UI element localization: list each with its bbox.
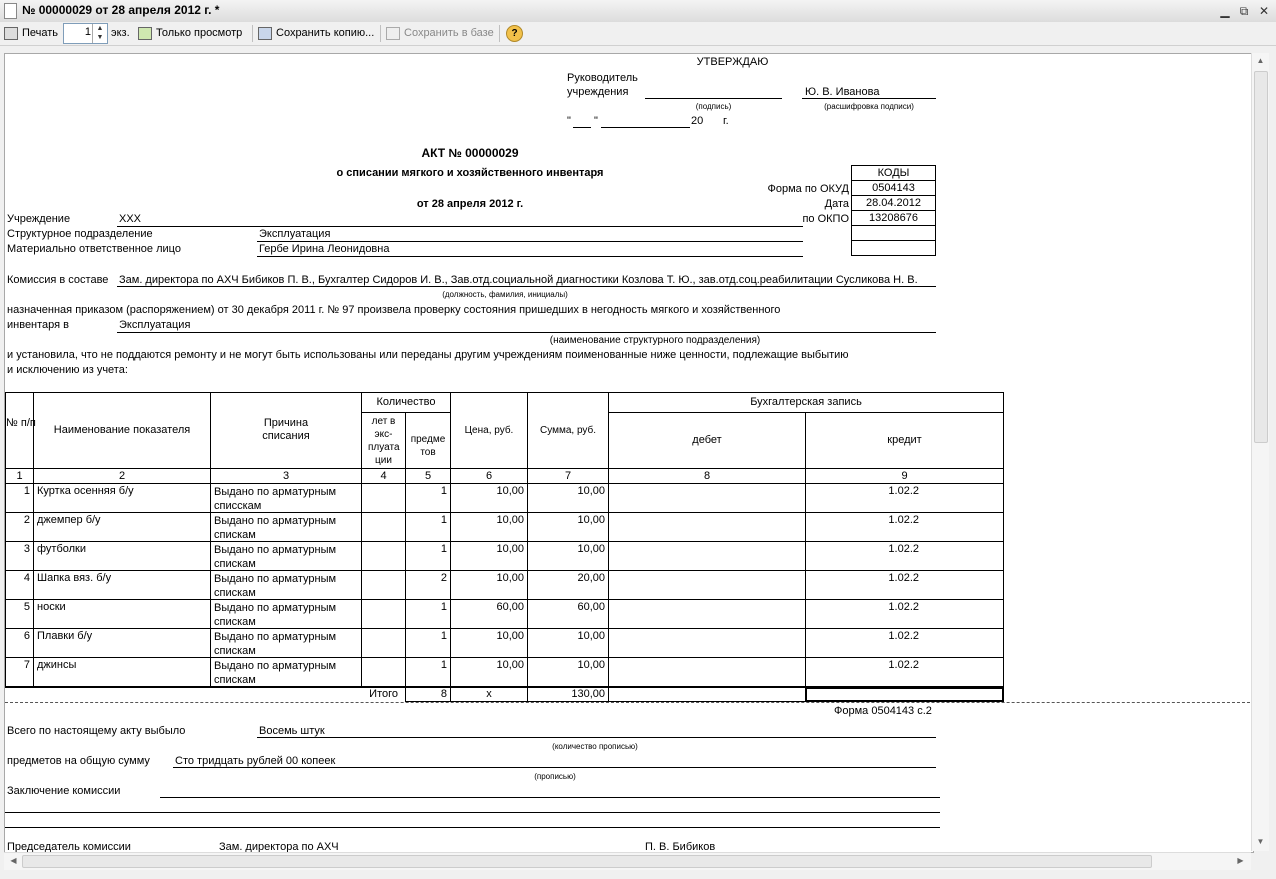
table-cell-credit[interactable]: 1.02.2 <box>805 483 1004 513</box>
horizontal-scrollbar[interactable] <box>4 852 1251 870</box>
help-button[interactable]: ? <box>506 25 523 42</box>
institution-line <box>117 226 803 227</box>
column-number: 8 <box>608 468 806 484</box>
database-icon <box>386 27 400 40</box>
established-text-2: и исключению из учета: <box>7 364 128 376</box>
order-text: назначенная приказом (распоряжением) от 30 декабря 2011 г. № 97 произвела проверку состояния пришедших в негодность мягкого и хозяйственного <box>7 304 781 316</box>
okpo-code: 13208676 <box>851 210 936 226</box>
column-number: 6 <box>450 468 528 484</box>
table-cell-reason[interactable]: Выдано по арматурным спискам <box>210 628 362 658</box>
department-line <box>257 241 803 242</box>
table-cell-qty[interactable]: 1 <box>405 483 451 513</box>
act-title: АКТ № 00000029 <box>421 146 519 160</box>
table-cell-name[interactable]: Плавки б/у <box>33 628 211 658</box>
total-qty: 8 <box>405 687 451 702</box>
document-icon <box>4 3 17 19</box>
scroll-left-icon[interactable]: ◀ <box>10 856 17 865</box>
toolbar-separator <box>380 25 381 42</box>
copies-stepper[interactable] <box>63 23 108 44</box>
table-cell-empty[interactable] <box>361 657 406 687</box>
table-cell-reason[interactable]: Выдано по арматурным спискам <box>210 599 362 629</box>
spreadsheet-document[interactable] <box>4 53 1254 853</box>
form-page-2: Форма 0504143 с.2 <box>834 705 932 717</box>
table-cell-sum[interactable]: 20,00 <box>527 570 609 600</box>
table-cell-empty[interactable] <box>361 599 406 629</box>
act-date: от 28 апреля 2012 г. <box>416 198 524 210</box>
header-reason: Причина списания <box>210 392 362 469</box>
sum-value: Сто тридцать рублей 00 копеек <box>175 755 336 767</box>
table-cell-empty[interactable] <box>361 628 406 658</box>
table-cell-sum[interactable]: 10,00 <box>527 657 609 687</box>
table-cell-empty[interactable] <box>608 570 806 600</box>
decode-hint: (расшифровка подписи) <box>824 102 914 111</box>
table-cell-n[interactable]: 1 <box>5 483 34 513</box>
codes-header: КОДЫ <box>851 165 936 181</box>
okud-code: 0504143 <box>851 180 936 196</box>
inventory-label: инвентаря в <box>7 319 70 331</box>
table-cell-price[interactable]: 10,00 <box>450 512 528 542</box>
table-cell-reason[interactable]: Выдано по арматурным спискам <box>210 541 362 571</box>
table-cell-empty[interactable] <box>608 657 806 687</box>
act-subtitle: о списании мягкого и хозяйственного инвентаря <box>336 167 604 179</box>
table-cell-qty[interactable]: 1 <box>405 512 451 542</box>
approve-title: УТВЕРЖДАЮ <box>696 56 769 68</box>
close-button[interactable]: ✕ <box>1258 4 1270 18</box>
table-cell-empty[interactable] <box>361 541 406 571</box>
signature-hint: (подпись) <box>695 102 732 111</box>
column-number: 5 <box>405 468 451 484</box>
inventory-value: Эксплуатация <box>119 319 191 331</box>
inventory-line <box>117 332 936 333</box>
table-cell-empty[interactable] <box>608 628 806 658</box>
conclusion-line-1 <box>160 797 940 798</box>
table-cell-credit[interactable]: 1.02.2 <box>805 628 1004 658</box>
column-number: 9 <box>805 468 1004 484</box>
date-g: г. <box>723 115 729 127</box>
month-line <box>601 127 690 128</box>
header-sum: Сумма, руб. <box>527 392 609 469</box>
total-price-x: x <box>450 687 528 702</box>
print-label: Печать <box>22 27 59 39</box>
okpo-label: по ОКПО <box>802 213 849 225</box>
header-debit: дебет <box>608 412 806 469</box>
vertical-scroll-thumb[interactable] <box>1254 71 1268 443</box>
header-price: Цена, руб. <box>450 392 528 469</box>
table-cell-price[interactable]: 10,00 <box>450 657 528 687</box>
commission-label: Комиссия в составе <box>7 274 109 286</box>
window-titlebar <box>0 0 1276 23</box>
table-cell-empty[interactable] <box>361 570 406 600</box>
table-cell-n[interactable]: 5 <box>5 599 34 629</box>
table-cell-n[interactable]: 2 <box>5 512 34 542</box>
minimize-button[interactable]: ▁ <box>1220 4 1230 18</box>
table-cell-qty[interactable]: 1 <box>405 628 451 658</box>
date-label: Дата <box>824 198 849 210</box>
table-cell-name[interactable]: Куртка осенняя б/у <box>33 483 211 513</box>
table-cell-qty[interactable]: 1 <box>405 599 451 629</box>
table-cell-reason[interactable]: Выдано по арматурным спискам <box>210 657 362 687</box>
table-cell-n[interactable]: 6 <box>5 628 34 658</box>
save-copy-button[interactable] <box>258 24 374 42</box>
commission-line <box>117 286 936 287</box>
table-cell-name[interactable]: носки <box>33 599 211 629</box>
date-code: 28.04.2012 <box>851 195 936 211</box>
view-only-icon <box>138 27 152 40</box>
header-years: лет в экс- плуата ции <box>361 412 406 469</box>
column-number: 7 <box>527 468 609 484</box>
scroll-up-icon[interactable]: ▲ <box>1256 56 1265 65</box>
table-cell-n[interactable]: 4 <box>5 570 34 600</box>
code-cell-empty <box>851 240 936 256</box>
spin-arrows-icon[interactable]: ▲ ▼ <box>92 24 107 43</box>
code-cell-empty <box>851 225 936 241</box>
mol-value: Гербе Ирина Леонидовна <box>259 243 390 255</box>
chair-name: П. В. Бибиков <box>645 841 716 853</box>
table-cell-sum[interactable]: 10,00 <box>527 628 609 658</box>
total-debit <box>608 687 806 702</box>
conclusion-line-3 <box>5 827 940 828</box>
vertical-scrollbar[interactable] <box>1251 53 1269 851</box>
scroll-right-icon[interactable]: ▶ <box>1237 856 1244 865</box>
toolbar <box>0 22 1276 46</box>
table-cell-price[interactable]: 10,00 <box>450 570 528 600</box>
table-cell-qty[interactable]: 1 <box>405 657 451 687</box>
copies-unit: экз. <box>111 27 130 39</box>
mol-line <box>257 256 803 257</box>
conclusion-line-2 <box>5 812 940 813</box>
total-credit-selected-cell[interactable] <box>805 687 1004 702</box>
table-cell-empty[interactable] <box>361 512 406 542</box>
toolbar-separator <box>499 25 500 42</box>
view-only-label: Только просмотр <box>156 27 243 39</box>
header-credit: кредит <box>805 412 1004 469</box>
table-cell-empty[interactable] <box>608 599 806 629</box>
save-in-db-label: Сохранить в базе <box>404 27 494 39</box>
commission-value: Зам. директора по АХЧ Бибиков П. В., Бухгалтер Сидоров И. В., Зав.отд.социальной диагностики Козлова Т. Ю., зав.отд.соц.реабилитации Сусликова Н. В. <box>119 274 918 286</box>
table-cell-n[interactable]: 7 <box>5 657 34 687</box>
column-number: 1 <box>5 468 34 484</box>
scroll-down-icon[interactable]: ▼ <box>1256 837 1265 846</box>
signature-line <box>645 98 782 99</box>
chair-position: Зам. директора по АХЧ <box>219 841 339 853</box>
table-cell-credit[interactable]: 1.02.2 <box>805 541 1004 571</box>
total-out-value: Восемь штук <box>259 725 325 737</box>
toolbar-separator <box>252 25 253 42</box>
page-break-line <box>5 702 1250 703</box>
commission-hint: (должность, фамилия, инициалы) <box>442 290 568 299</box>
table-cell-credit[interactable]: 1.02.2 <box>805 599 1004 629</box>
total-out-label: Всего по настоящему акту выбыло <box>7 725 186 737</box>
sum-line <box>173 767 936 768</box>
table-cell-reason[interactable]: Выдано по арматурным спискам <box>210 570 362 600</box>
total-out-line <box>257 737 936 738</box>
view-only-toggle[interactable] <box>138 24 242 42</box>
institution-label: Учреждение <box>7 213 71 225</box>
head-label-2: учреждения <box>567 86 629 98</box>
column-number: 3 <box>210 468 362 484</box>
save-copy-label: Сохранить копию... <box>276 27 375 39</box>
header-qty-group: Количество <box>361 392 451 413</box>
established-text-1: и установила, что не поддаются ремонту и не могут быть использованы или переданы другим учреждениям поименованные ниже ценности, подлежащие выбытию <box>7 349 849 361</box>
table-cell-price[interactable]: 10,00 <box>450 541 528 571</box>
save-in-db-button[interactable] <box>386 24 494 42</box>
header-name: Наименование показателя <box>33 392 211 469</box>
floppy-icon <box>258 27 272 40</box>
table-cell-sum[interactable]: 60,00 <box>527 599 609 629</box>
table-cell-qty[interactable]: 2 <box>405 570 451 600</box>
table-cell-credit[interactable]: 1.02.2 <box>805 570 1004 600</box>
table-cell-sum[interactable]: 10,00 <box>527 512 609 542</box>
department-hint: (наименование структурного подразделения) <box>549 335 761 346</box>
date-quote-open: " <box>567 115 571 127</box>
table-cell-empty[interactable] <box>361 483 406 513</box>
table-cell-price[interactable]: 10,00 <box>450 628 528 658</box>
table-cell-sum[interactable]: 10,00 <box>527 483 609 513</box>
department-label: Структурное подразделение <box>7 228 153 240</box>
table-cell-qty[interactable]: 1 <box>405 541 451 571</box>
header-accounting-group: Бухгалтерская запись <box>608 392 1004 413</box>
sum-label: предметов на общую сумму <box>7 755 150 767</box>
restore-button[interactable]: ⧉ <box>1239 4 1249 18</box>
header-num: № п/п <box>5 392 34 469</box>
table-cell-name[interactable]: Шапка вяз. б/у <box>33 570 211 600</box>
table-cell-reason[interactable]: Выдано по арматурным списскам <box>210 483 362 513</box>
head-label-1: Руководитель <box>567 72 638 84</box>
decode-line <box>802 98 936 99</box>
window-title: № 00000029 от 28 апреля 2012 г. * <box>22 3 220 17</box>
chair-label: Председатель комиссии <box>7 841 131 853</box>
table-cell-empty[interactable] <box>608 483 806 513</box>
copies-value: 1 <box>84 26 91 38</box>
department-value: Эксплуатация <box>259 228 331 240</box>
form-okud-label: Форма по ОКУД <box>767 183 849 195</box>
qty-words-hint: (количество прописью) <box>552 742 638 751</box>
table-cell-reason[interactable]: Выдано по арматурным спискам <box>210 512 362 542</box>
words-hint: (прописью) <box>534 772 576 781</box>
horizontal-scroll-thumb[interactable] <box>22 855 1152 868</box>
table-cell-empty[interactable] <box>608 541 806 571</box>
conclusion-label: Заключение комиссии <box>7 785 121 797</box>
table-cell-sum[interactable]: 10,00 <box>527 541 609 571</box>
table-cell-price[interactable]: 60,00 <box>450 599 528 629</box>
table-cell-name[interactable]: джинсы <box>33 657 211 687</box>
mol-label: Материально ответственное лицо <box>7 243 181 255</box>
head-name: Ю. В. Иванова <box>805 86 880 98</box>
table-cell-name[interactable]: джемпер б/у <box>33 512 211 542</box>
table-cell-name[interactable]: футболки <box>33 541 211 571</box>
total-label: Итого <box>369 688 398 700</box>
column-number: 4 <box>361 468 406 484</box>
table-cell-credit[interactable]: 1.02.2 <box>805 657 1004 687</box>
printer-icon <box>4 27 18 40</box>
column-number: 2 <box>33 468 211 484</box>
table-cell-empty[interactable] <box>608 512 806 542</box>
day-line <box>573 127 591 128</box>
date-year: 20 <box>691 115 704 127</box>
table-cell-price[interactable]: 10,00 <box>450 483 528 513</box>
header-items: предме тов <box>405 412 451 469</box>
total-sum: 130,00 <box>527 687 609 702</box>
date-quote-close: " <box>594 115 598 127</box>
table-cell-n[interactable]: 3 <box>5 541 34 571</box>
institution-value: ХХХ <box>119 213 142 225</box>
table-cell-credit[interactable]: 1.02.2 <box>805 512 1004 542</box>
print-button[interactable] <box>4 24 58 42</box>
